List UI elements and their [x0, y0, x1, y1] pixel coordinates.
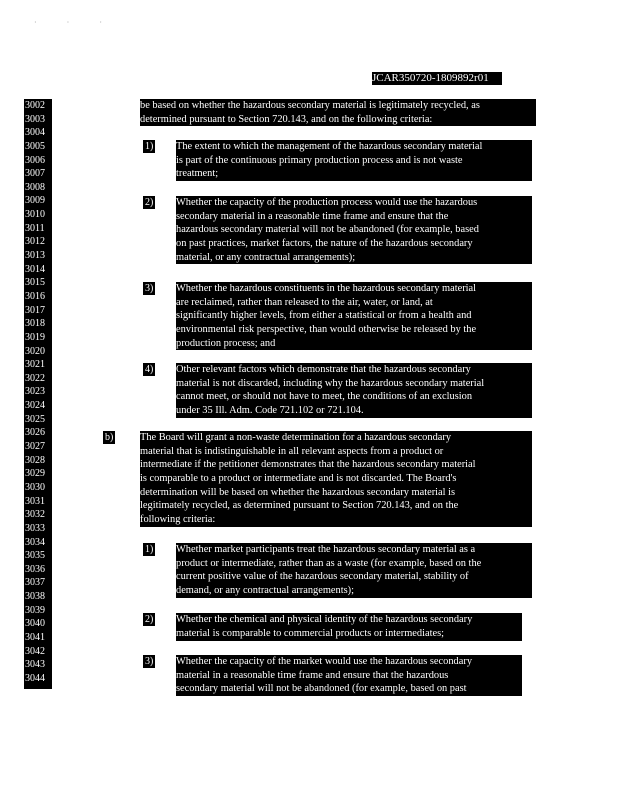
line-number: 3028 [25, 454, 45, 466]
text-line: determination will be based on whether the hazardous secondary material is [140, 486, 456, 498]
intro-paragraph [140, 99, 536, 126]
line-number: 3004 [25, 127, 45, 139]
text-line: hazardous secondary material will not be abandoned (for example, based [176, 224, 479, 236]
text-line: under 35 Ill. Adm. Code 721.102 or 721.104. [176, 404, 364, 416]
text-line: current positive value of the hazardous secondary material, stability of [176, 571, 469, 583]
text-line: are reclaimed, rather than released to the air, water, or land, at [176, 296, 433, 308]
item-marker: 4) [145, 364, 154, 375]
document-id-header: JCAR350720-1809892r01 [372, 72, 502, 85]
item-marker: 1) [145, 141, 154, 152]
text-line: Whether market participants treat the hazardous secondary material as a [176, 544, 476, 555]
line-number: 3015 [25, 277, 45, 289]
line-number: 3021 [25, 359, 45, 371]
text-line: legitimately recycled, as determined pursuant to Section 720.143, and on the [140, 500, 459, 512]
criterion-paragraph [176, 282, 532, 350]
text-line: cannot meet, or should not have to meet, the conditions of an exclusion [176, 391, 473, 403]
line-number: 3018 [25, 318, 45, 330]
line-number: 3035 [25, 550, 45, 562]
line-number: 3005 [25, 140, 45, 152]
text-line: determined pursuant to Section 720.143, and on the following criteria: [140, 113, 433, 125]
text-line: following criteria: [140, 513, 216, 525]
scan-specks: · · · [34, 18, 116, 27]
line-number: 3039 [25, 604, 45, 616]
line-number: 3007 [25, 168, 45, 180]
line-number: 3022 [25, 372, 45, 384]
line-number: 3016 [25, 290, 45, 302]
text-line: Other relevant factors which demonstrate that the hazardous secondary [176, 364, 471, 375]
line-number: 3023 [25, 386, 45, 398]
text-line: demand, or any contractual arrangements); [176, 584, 355, 596]
text-line: Whether the capacity of the market would use the hazardous secondary [176, 656, 473, 667]
text-line: Whether the hazardous constituents in the hazardous secondary material [176, 283, 477, 294]
line-number: 3025 [25, 413, 45, 425]
text-line: secondary material will not be abandoned (for example, based on past [176, 683, 467, 695]
line-number: 3012 [25, 236, 45, 248]
section-marker: b) [105, 432, 114, 443]
text-line: production process; and [176, 337, 276, 349]
line-number: 3020 [25, 345, 45, 357]
text-line: significantly higher levels, from either a statistical or from a health and [176, 310, 472, 322]
text-line: on past practices, market factors, the nature of the hazardous secondary [176, 237, 473, 249]
line-number: 3003 [25, 113, 45, 125]
text-line: is part of the continuous primary production process and is not waste [176, 154, 463, 166]
line-number: 3041 [25, 631, 45, 643]
line-number: 3038 [25, 591, 45, 603]
text-line: be based on whether the hazardous secondary material is legitimately recycled, as [140, 100, 480, 111]
item-marker: 2) [145, 197, 154, 208]
text-line: material is not discarded, including why the hazardous secondary material [176, 377, 485, 389]
text-line: Whether the capacity of the production process would use the hazardous [176, 197, 478, 208]
text-line: material that is indistinguishable in all relevant aspects from a product or [140, 445, 444, 457]
line-number: 3033 [25, 522, 45, 534]
line-number-column [24, 99, 52, 689]
text-line: material, or any contractual arrangements); [176, 251, 356, 263]
text-line: secondary material in a reasonable time frame and ensure that the [176, 210, 449, 222]
text-line: environmental risk perspective, than would otherwise be released by the [176, 323, 477, 335]
item-marker: 3) [145, 656, 154, 667]
line-number: 3008 [25, 181, 45, 193]
line-number: 3014 [25, 263, 45, 275]
line-number: 3036 [25, 563, 45, 575]
item-marker: 1) [145, 544, 154, 555]
line-number: 3042 [25, 645, 45, 657]
text-line: material in a reasonable time frame and ensure that the hazardous [176, 669, 449, 681]
line-number: 3002 [25, 100, 45, 111]
line-number: 3026 [25, 427, 45, 439]
item-marker: 2) [145, 614, 154, 625]
line-number: 3006 [25, 154, 45, 166]
line-number: 3011 [25, 222, 45, 234]
criterion-paragraph [176, 196, 532, 264]
line-number: 3044 [25, 672, 45, 684]
line-number: 3032 [25, 509, 45, 521]
item-marker: 3) [145, 283, 154, 294]
line-number: 3019 [25, 331, 45, 343]
text-line: material is comparable to commercial products or intermediates; [176, 627, 445, 639]
text-line: is comparable to a product or intermediate and is not discarded. The Board's [140, 472, 457, 484]
criterion-paragraph [176, 140, 532, 181]
line-number: 3013 [25, 250, 45, 262]
criterion-paragraph [176, 363, 532, 418]
section-b-paragraph [140, 431, 532, 527]
line-number: 3024 [25, 400, 45, 412]
text-line: The extent to which the management of the hazardous secondary material [176, 141, 483, 152]
line-number: 3040 [25, 618, 45, 630]
text-line: Whether the chemical and physical identity of the hazardous secondary [176, 614, 473, 625]
line-number: 3043 [25, 659, 45, 671]
criterion-paragraph [176, 655, 522, 696]
line-number: 3034 [25, 536, 45, 548]
line-number: 3010 [25, 209, 45, 221]
criterion-paragraph [176, 543, 532, 598]
line-number: 3030 [25, 481, 45, 493]
line-number: 3027 [25, 441, 45, 453]
criterion-paragraph [176, 613, 522, 641]
text-line: The Board will grant a non-waste determination for a hazardous secondary [140, 432, 452, 443]
line-number: 3037 [25, 577, 45, 589]
text-line: intermediate if the petitioner demonstrates that the hazardous secondary material [140, 459, 476, 471]
line-number: 3009 [25, 195, 45, 207]
line-number: 3031 [25, 495, 45, 507]
text-line: treatment; [176, 168, 219, 180]
text-line: product or intermediate, rather than as a waste (for example, based on the [176, 557, 482, 569]
line-number: 3029 [25, 468, 45, 480]
line-number: 3017 [25, 304, 45, 316]
